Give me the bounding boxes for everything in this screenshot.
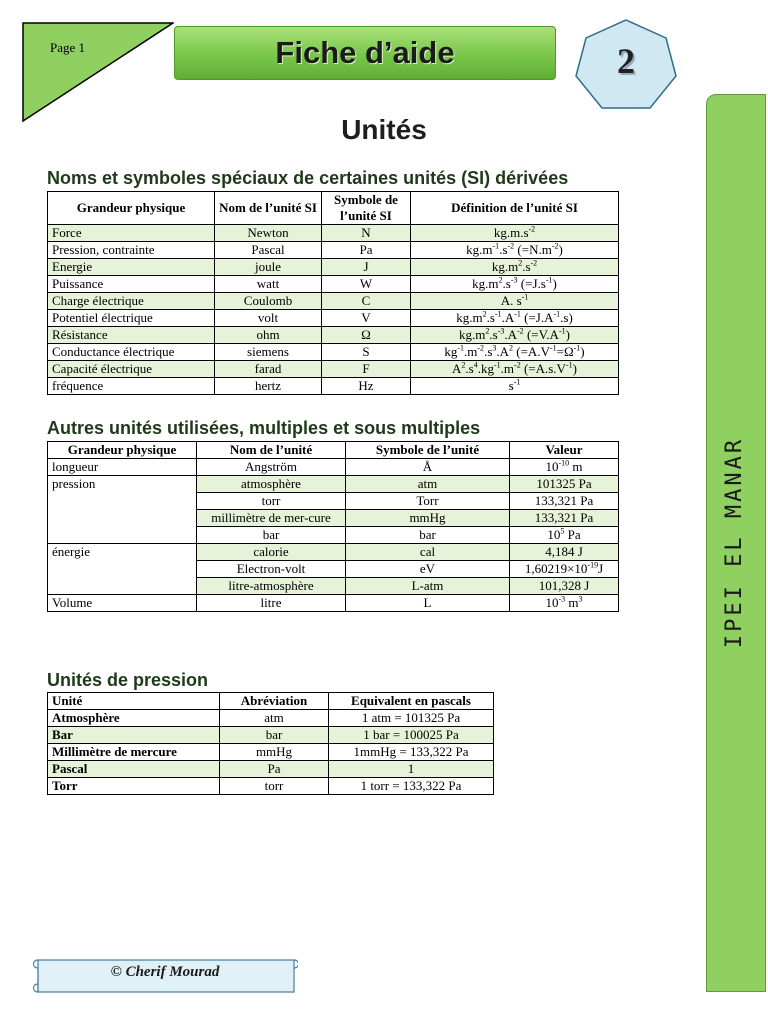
table-cell: $kg.m^2.s^{-3}$ $(=J.s^{-1})$: [411, 276, 619, 293]
side-banner-text-wrap: [706, 94, 764, 990]
table-cell: 1 atm = 101325 Pa: [329, 710, 494, 727]
table-row: [48, 378, 619, 395]
table-row: [48, 361, 619, 378]
table-cell: Torr: [346, 493, 510, 510]
table-cell: eV: [346, 561, 510, 578]
table-cell: $10^{-10}$ m: [510, 459, 619, 476]
table-cell: Potentiel électrique: [48, 310, 215, 327]
table-cell: pression: [48, 476, 197, 544]
table-cell: A. $s^{-1}$: [411, 293, 619, 310]
table-cell: Volume: [48, 595, 197, 612]
table-header: Grandeur physique: [48, 442, 197, 459]
table-row: [48, 544, 619, 561]
table-row: [48, 459, 619, 476]
table-cell: Angström: [197, 459, 346, 476]
table-cell: 133,321 Pa: [510, 493, 619, 510]
sheet-number: 2: [617, 41, 635, 81]
table-row: [48, 744, 494, 761]
table-header: Unité: [48, 693, 220, 710]
table-cell: fréquence: [48, 378, 215, 395]
table-cell: Pascal: [48, 761, 220, 778]
table-cell: $1,60219\times 10^{-19}J$: [510, 561, 619, 578]
table-cell: 101325 Pa: [510, 476, 619, 493]
table-row: [48, 327, 619, 344]
table-cell: C: [322, 293, 411, 310]
table-cell: $kg.m.s^{-2}$: [411, 225, 619, 242]
table-header: Nom de l’unité SI: [215, 192, 322, 225]
table-cell: Pa: [322, 242, 411, 259]
table-cell: atm: [346, 476, 510, 493]
table-cell: Charge électrique: [48, 293, 215, 310]
sheet-title: Fiche d’aide: [275, 35, 455, 70]
section-title-pressure-units: Unités de pression: [47, 670, 209, 690]
table-cell: Pression, contrainte: [48, 242, 215, 259]
table-cell: Force: [48, 225, 215, 242]
table-cell: atmosphère: [197, 476, 346, 493]
table-cell: calorie: [197, 544, 346, 561]
table-cell: Hz: [322, 378, 411, 395]
table-row: [48, 259, 619, 276]
table-cell: hertz: [215, 378, 322, 395]
table-cell: Puissance: [48, 276, 215, 293]
si-derived-units-table: [47, 191, 619, 395]
table-cell: bar: [346, 527, 510, 544]
table-cell: torr: [197, 493, 346, 510]
other-units-table: [47, 441, 619, 612]
table-header: Symbole de l’unité: [346, 442, 510, 459]
table-cell: énergie: [48, 544, 197, 595]
table-row: [48, 242, 619, 259]
table-row: [48, 344, 619, 361]
table-cell: siemens: [215, 344, 322, 361]
table-header: Valeur: [510, 442, 619, 459]
table-cell: L-atm: [346, 578, 510, 595]
table-cell: farad: [215, 361, 322, 378]
table-cell: Energie: [48, 259, 215, 276]
table-cell: $s^{-1}$: [411, 378, 619, 395]
table-row: [48, 310, 619, 327]
table-cell: litre-atmosphère: [197, 578, 346, 595]
table-cell: cal: [346, 544, 510, 561]
table-cell: L: [346, 595, 510, 612]
table-row: [48, 727, 494, 744]
table-cell: Pascal: [215, 242, 322, 259]
table-cell: $kg^{-1}.m^{-2}.s^3.A^2$ $(=A.V^{-1}=\Omega^{-1})$: [411, 344, 619, 361]
section-title-other-units: Autres unités utilisées, multiples et sous multiples: [47, 418, 481, 438]
page-label: Page 1: [50, 40, 86, 55]
page-title: Unités: [341, 114, 427, 145]
table-header: Abréviation: [220, 693, 329, 710]
table-cell: $kg.m^2.s^{-1}.A^{-1}$ $(=J.A^{-1}.s)$: [411, 310, 619, 327]
table-cell: litre: [197, 595, 346, 612]
table-cell: joule: [215, 259, 322, 276]
table-cell: Å: [346, 459, 510, 476]
table-cell: Atmosphère: [48, 710, 220, 727]
section-title-si-derived: Noms et symboles spéciaux de certaines unités (SI) dérivées: [47, 168, 569, 188]
table-cell: Ω: [322, 327, 411, 344]
author-credit: © Cherif Mourad: [110, 964, 220, 980]
table-row: [48, 778, 494, 795]
table-cell: mmHg: [346, 510, 510, 527]
table-cell: Conductance électrique: [48, 344, 215, 361]
pressure-units-table: [47, 692, 494, 795]
table-cell: 1: [329, 761, 494, 778]
table-cell: Torr: [48, 778, 220, 795]
table-cell: 1 torr = 133,322 Pa: [329, 778, 494, 795]
table-cell: $kg.m^{-1}.s^{-2}$ $(=N.m^{-2})$: [411, 242, 619, 259]
table-cell: N: [322, 225, 411, 242]
table-row: [48, 225, 619, 242]
title-banner: [174, 26, 556, 80]
table-cell: bar: [220, 727, 329, 744]
table-header: Equivalent en pascals: [329, 693, 494, 710]
table-row: [48, 293, 619, 310]
table-cell: 1 bar = 100025 Pa: [329, 727, 494, 744]
table-row: [48, 276, 619, 293]
table-cell: 133,321 Pa: [510, 510, 619, 527]
table-cell: ohm: [215, 327, 322, 344]
table-header: Nom de l’unité: [197, 442, 346, 459]
table-header: Grandeur physique: [48, 192, 215, 225]
table-cell: Pa: [220, 761, 329, 778]
table-cell: torr: [220, 778, 329, 795]
table-row: [48, 595, 619, 612]
table-cell: mmHg: [220, 744, 329, 761]
table-cell: W: [322, 276, 411, 293]
table-cell: Bar: [48, 727, 220, 744]
table-cell: $10^{-3}$ $m^3$: [510, 595, 619, 612]
table-cell: J: [322, 259, 411, 276]
table-cell: millimètre de mer-cure: [197, 510, 346, 527]
table-cell: Résistance: [48, 327, 215, 344]
table-cell: Electron-volt: [197, 561, 346, 578]
table-header: Symbole de l’unité SI: [322, 192, 411, 225]
table-cell: Coulomb: [215, 293, 322, 310]
table-cell: V: [322, 310, 411, 327]
table-row: [48, 710, 494, 727]
table-cell: Newton: [215, 225, 322, 242]
table-cell: watt: [215, 276, 322, 293]
corner-triangle: [22, 22, 174, 122]
table-cell: bar: [197, 527, 346, 544]
table-cell: volt: [215, 310, 322, 327]
table-cell: F: [322, 361, 411, 378]
table-cell: $10^5$ Pa: [510, 527, 619, 544]
table-cell: atm: [220, 710, 329, 727]
table-header: Définition de l’unité SI: [411, 192, 619, 225]
table-cell: $A^2.s^4.kg^{-1}.m^{-2}$ $(=A.s.V^{-1})$: [411, 361, 619, 378]
table-cell: Millimètre de mercure: [48, 744, 220, 761]
table-cell: 101,328 J: [510, 578, 619, 595]
table-cell: S: [322, 344, 411, 361]
table-row: [48, 761, 494, 778]
table-cell: $kg.m^2.s^{-2}$: [411, 259, 619, 276]
table-cell: 1mmHg = 133,322 Pa: [329, 744, 494, 761]
table-cell: $kg.m^2.s^{-3}.A^{-2}$ $(=V.A^{-1})$: [411, 327, 619, 344]
table-row: [48, 476, 619, 493]
table-cell: 4,184 J: [510, 544, 619, 561]
table-cell: Capacité électrique: [48, 361, 215, 378]
table-cell: longueur: [48, 459, 197, 476]
institution-label: IPEI EL MANAR: [722, 436, 748, 648]
